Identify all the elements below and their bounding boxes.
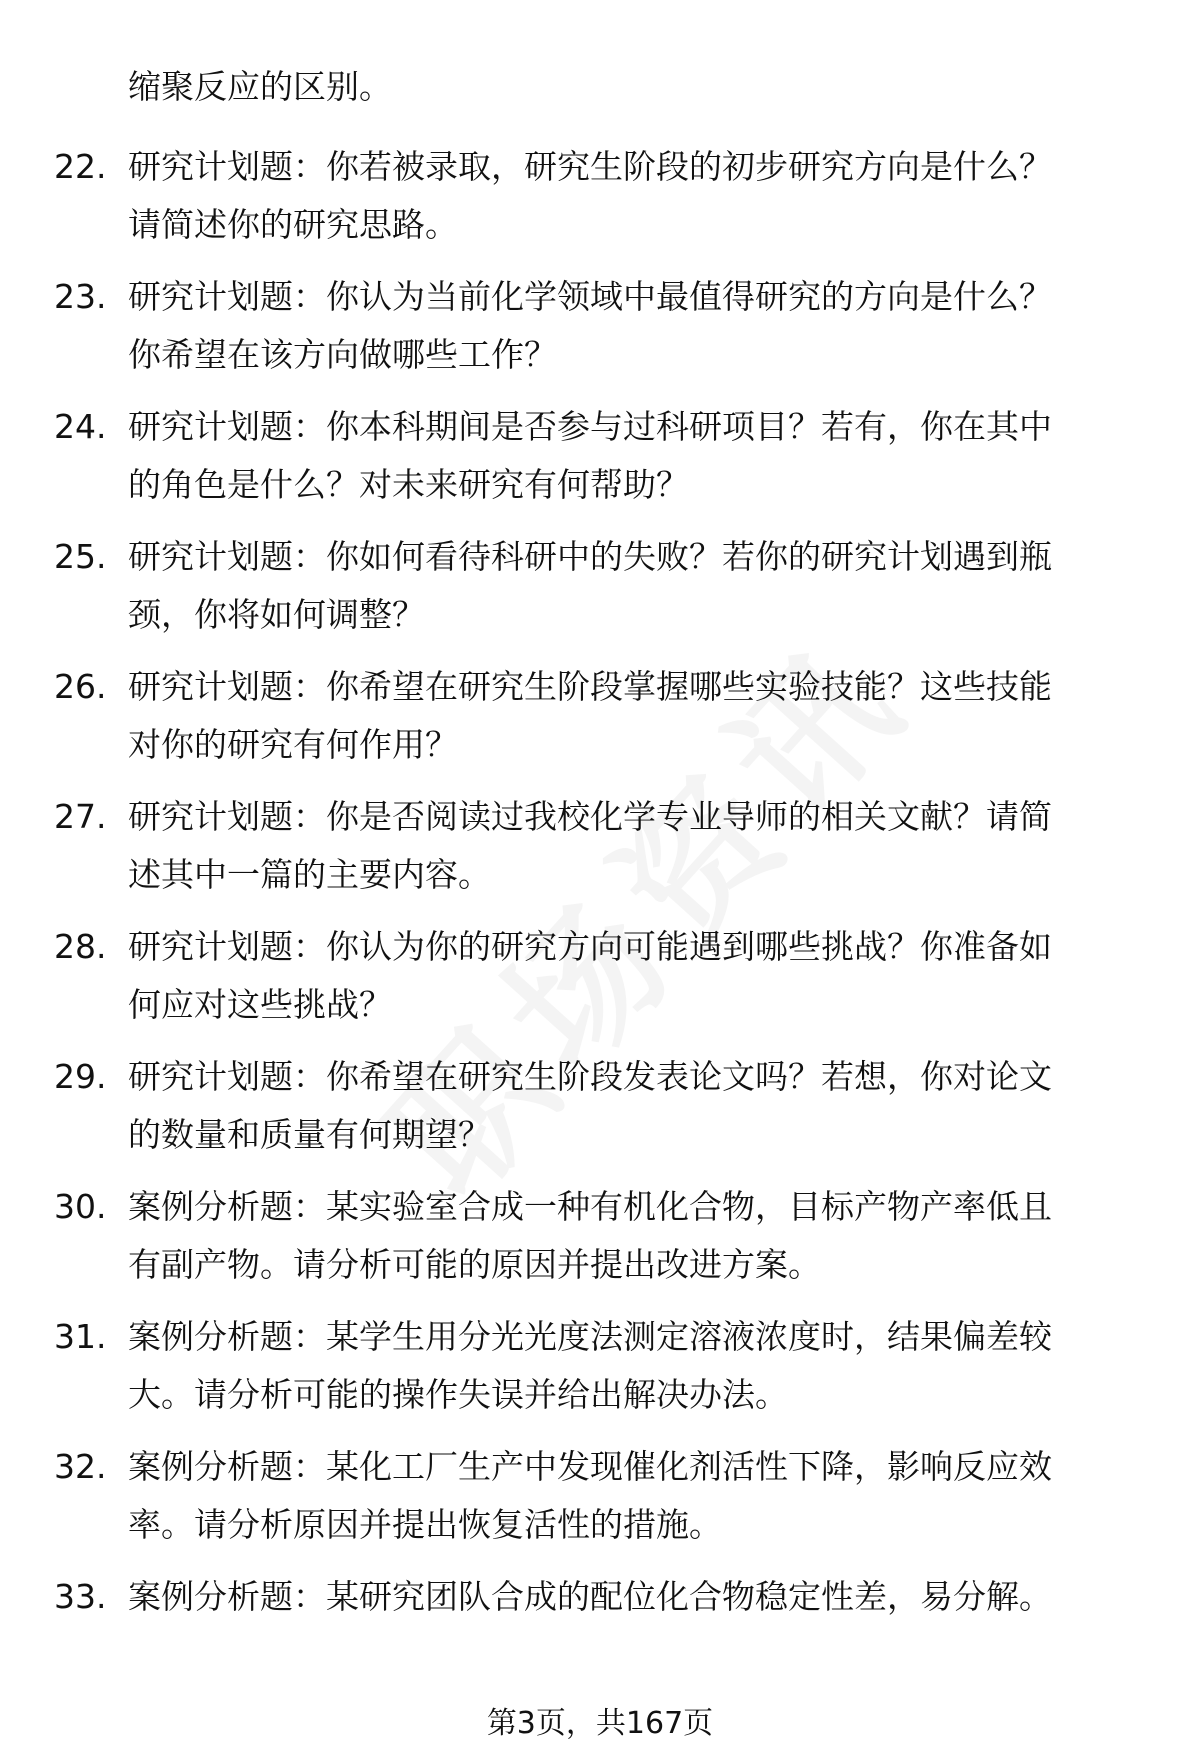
question-number: 28. [54, 927, 107, 966]
question-text-line: 的数量和质量有何期望？ [128, 1115, 491, 1154]
question-text-line: 对你的研究有何作用？ [128, 725, 458, 764]
question-text-line: 案例分析题：某化工厂生产中发现催化剂活性下降，影响反应效 [128, 1447, 1052, 1486]
question-text-line: 颈，你将如何调整？ [128, 595, 425, 634]
question-item [0, 918, 1200, 1048]
question-number: 32. [54, 1447, 107, 1486]
question-item [0, 1178, 1200, 1308]
question-text-line: 案例分析题：某实验室合成一种有机化合物，目标产物产率低且 [128, 1187, 1052, 1226]
question-text-line: 大。请分析可能的操作失误并给出解决办法。 [128, 1375, 788, 1414]
question-number: 24. [54, 407, 107, 446]
question-text [128, 1568, 1148, 1626]
question-number: 29. [54, 1057, 107, 1096]
question-item [0, 138, 1200, 268]
question-number: 25. [54, 537, 107, 576]
question-item [0, 788, 1200, 918]
question-number: 27. [54, 797, 107, 836]
question-text [128, 1308, 1148, 1424]
question-text-line: 的角色是什么？对未来研究有何帮助？ [128, 465, 689, 504]
question-text [128, 268, 1148, 384]
question-number: 33. [54, 1577, 107, 1616]
question-text-line: 你希望在该方向做哪些工作？ [128, 335, 557, 374]
question-text [128, 918, 1148, 1034]
question-number: 22. [54, 147, 107, 186]
question-text [128, 528, 1148, 644]
question-number: 31. [54, 1317, 107, 1356]
question-list [0, 138, 1200, 1698]
question-text-line: 研究计划题：你希望在研究生阶段掌握哪些实验技能？这些技能 [128, 667, 1052, 706]
question-item [0, 268, 1200, 398]
question-number: 26. [54, 667, 107, 706]
question-text [128, 138, 1148, 254]
question-item [0, 658, 1200, 788]
question-text-line: 案例分析题：某研究团队合成的配位化合物稳定性差，易分解。 [128, 1577, 1052, 1616]
question-number: 30. [54, 1187, 107, 1226]
question-text-line: 案例分析题：某学生用分光光度法测定溶液浓度时，结果偏差较 [128, 1317, 1052, 1356]
question-text-line: 研究计划题：你是否阅读过我校化学专业导师的相关文献？请简 [128, 797, 1052, 836]
question-text [128, 398, 1148, 514]
question-text-line: 有副产物。请分析可能的原因并提出改进方案。 [128, 1245, 821, 1284]
question-text-line: 述其中一篇的主要内容。 [128, 855, 491, 894]
question-item [0, 398, 1200, 528]
question-text [128, 1178, 1148, 1294]
question-item [0, 1568, 1200, 1698]
question-text-line: 研究计划题：你本科期间是否参与过科研项目？若有，你在其中 [128, 407, 1052, 446]
question-text [128, 1048, 1148, 1164]
question-text-line: 率。请分析原因并提出恢复活性的措施。 [128, 1505, 722, 1544]
question-text-line: 研究计划题：你若被录取，研究生阶段的初步研究方向是什么？ [128, 147, 1052, 186]
question-text [128, 1438, 1148, 1554]
question-text-line: 研究计划题：你如何看待科研中的失败？若你的研究计划遇到瓶 [128, 537, 1052, 576]
continued-text-line: 缩聚反应的区别。 [128, 67, 392, 106]
question-text-line: 研究计划题：你认为你的研究方向可能遇到哪些挑战？你准备如 [128, 927, 1052, 966]
page-footer: 第3页，共167页 [486, 1706, 714, 1741]
question-text-line: 研究计划题：你认为当前化学领域中最值得研究的方向是什么？ [128, 277, 1052, 316]
question-item [0, 1438, 1200, 1568]
question-item [0, 528, 1200, 658]
question-text-line: 研究计划题：你希望在研究生阶段发表论文吗？若想，你对论文 [128, 1057, 1052, 1096]
question-item [0, 1308, 1200, 1438]
question-item [0, 1048, 1200, 1178]
question-text-line: 何应对这些挑战？ [128, 985, 392, 1024]
question-text [128, 658, 1148, 774]
question-text [128, 788, 1148, 904]
question-number: 23. [54, 277, 107, 316]
question-text-line: 请简述你的研究思路。 [128, 205, 458, 244]
